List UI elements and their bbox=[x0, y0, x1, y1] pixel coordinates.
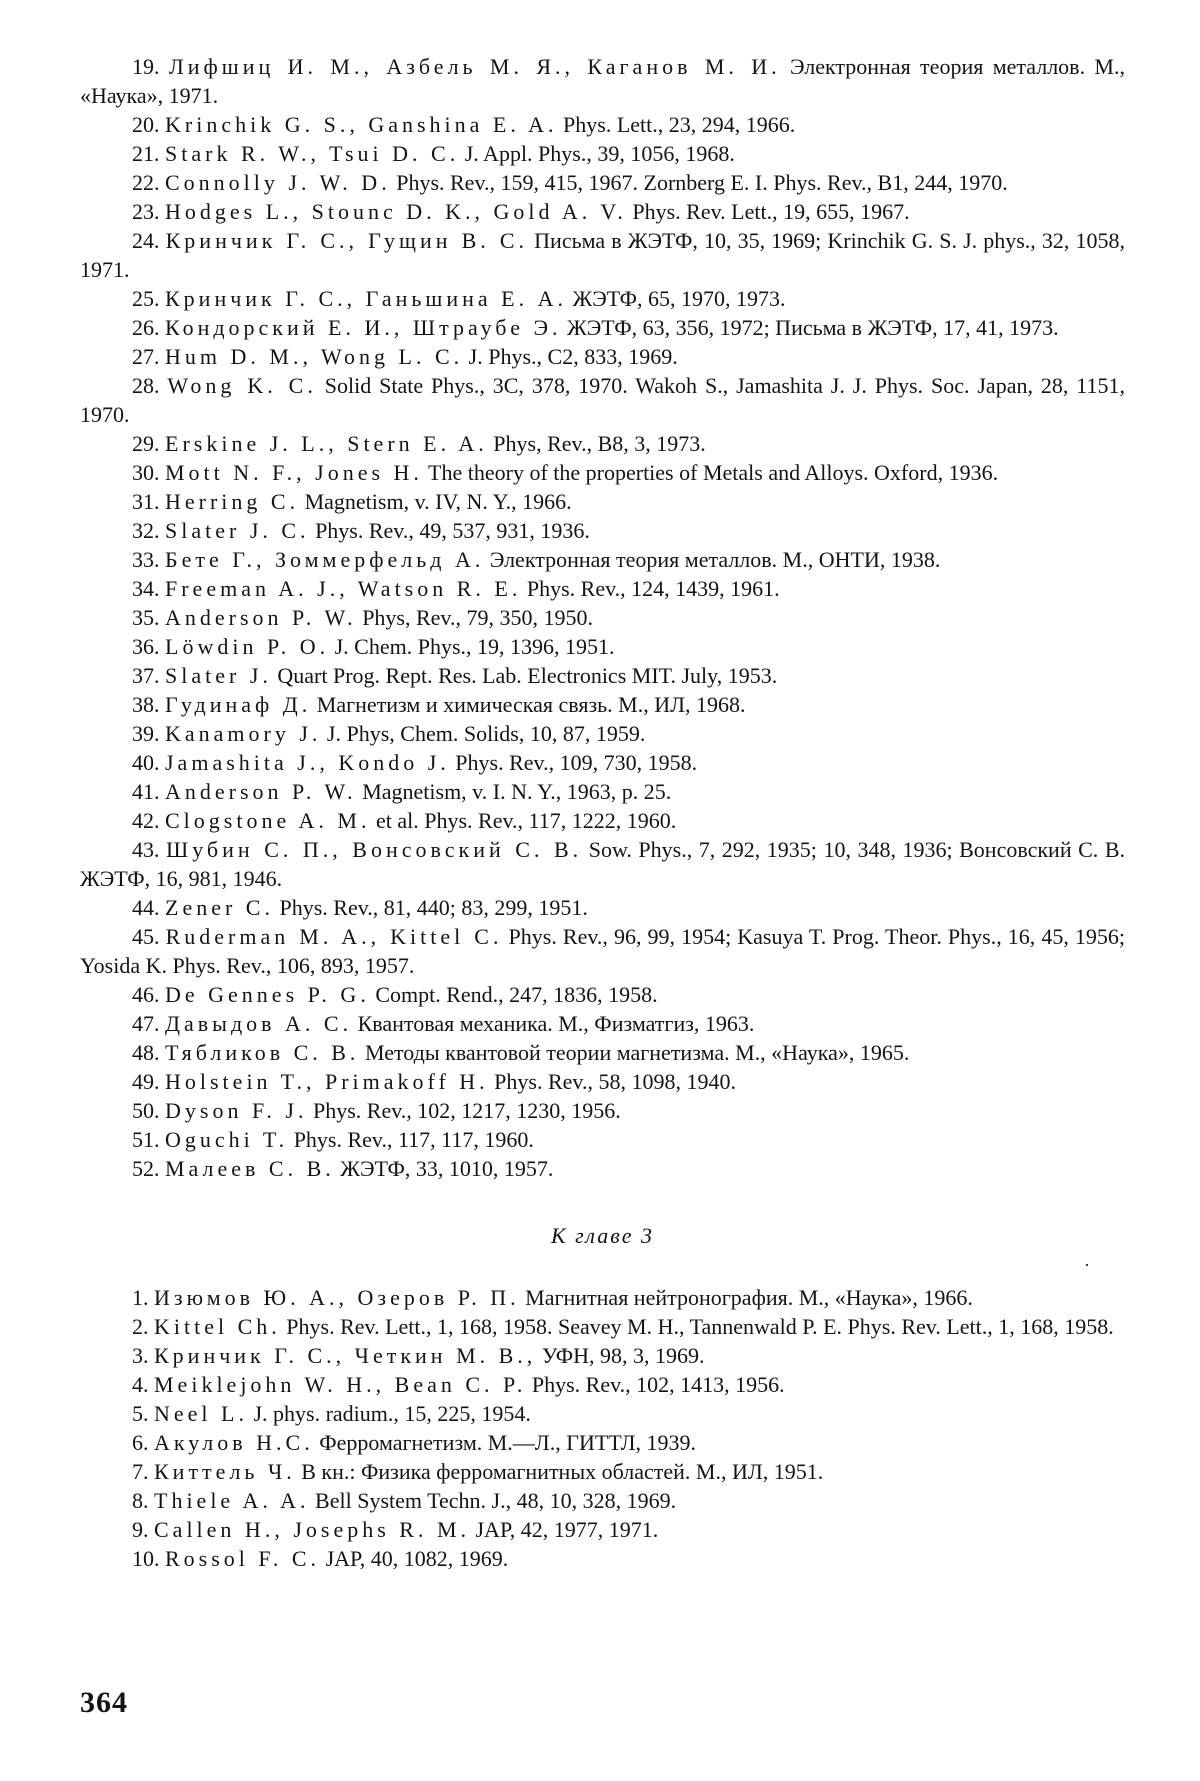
reference-authors: Кринчик Г. С., Четкин М. В., bbox=[154, 1343, 537, 1368]
reference-entry bbox=[80, 197, 1125, 226]
reference-number: 20. bbox=[132, 112, 165, 137]
reference-source: The theory of the properties of Metals and Alloys. Oxford, 1936. bbox=[422, 460, 999, 485]
reference-authors: Kanamory J. bbox=[165, 721, 322, 746]
reference-entry bbox=[80, 893, 1125, 922]
reference-entry bbox=[80, 1154, 1125, 1183]
reference-authors: Herring C. bbox=[165, 489, 300, 514]
reference-source: ЖЭТФ, 63, 356, 1972; Письма в ЖЭТФ, 17, 41, 1973. bbox=[561, 315, 1059, 340]
reference-authors: Тябликов С. В. bbox=[165, 1040, 360, 1065]
reference-entry bbox=[80, 226, 1125, 284]
reference-number: 37. bbox=[132, 663, 165, 688]
reference-source: Электронная теория металлов. М., «Наука», 1971. bbox=[80, 54, 1125, 108]
reference-page bbox=[80, 52, 1125, 1573]
reference-authors: Бете Г., Зоммерфельд А. bbox=[165, 547, 485, 572]
reference-number: 22. bbox=[132, 170, 165, 195]
reference-authors: Jamashita J., Kondo J. bbox=[165, 750, 450, 775]
reference-source: Phys, Rev., B8, 3, 1973. bbox=[487, 431, 706, 456]
reference-authors: Slater J. bbox=[165, 663, 272, 688]
reference-entry bbox=[80, 719, 1125, 748]
reference-entry bbox=[80, 661, 1125, 690]
reference-authors: Rossol F. C. bbox=[165, 1546, 321, 1571]
reference-source: В кн.: Физика ферромагнитных областей. М., ИЛ, 1951. bbox=[295, 1459, 824, 1484]
reference-source: Phys. Rev., 96, 99, 1954; Kasuya T. Prog. Theor. Phys., 16, 45, 1956; Yosida K. Phys. Rev., 106, 893, 1957. bbox=[80, 924, 1126, 978]
reference-number: 6. bbox=[132, 1430, 154, 1455]
reference-source: Магнетизм и химическая связь. М., ИЛ, 1968. bbox=[311, 692, 746, 717]
stray-dot: · bbox=[1084, 1255, 1090, 1275]
reference-number: 43. bbox=[132, 837, 167, 862]
reference-number: 23. bbox=[132, 199, 165, 224]
reference-entry bbox=[80, 1457, 1125, 1486]
reference-number: 8. bbox=[132, 1488, 154, 1513]
reference-source: J. Phys., C2, 833, 1969. bbox=[463, 344, 678, 369]
reference-entry bbox=[80, 371, 1125, 429]
reference-authors: Krinchik G. S., Ganshina E. A. bbox=[165, 112, 558, 137]
reference-source: Письма в ЖЭТФ, 10, 35, 1969; Krinchik G. S. J. phys., 32, 1058, 1971. bbox=[80, 228, 1126, 282]
reference-authors: Thiele A. A. bbox=[154, 1488, 310, 1513]
reference-source: Phys. Rev., 58, 1098, 1940. bbox=[488, 1069, 736, 1094]
reference-number: 4. bbox=[132, 1372, 154, 1397]
reference-source: JAP, 42, 1977, 1971. bbox=[470, 1517, 659, 1542]
reference-authors: Löwdin P. O. bbox=[165, 634, 330, 659]
reference-number: 29. bbox=[132, 431, 165, 456]
reference-authors: Кринчик Г. С., Ганьшина Е. А. bbox=[165, 286, 567, 311]
reference-number: 42. bbox=[132, 808, 165, 833]
reference-source: Квантовая механика. М., Физматгиз, 1963. bbox=[352, 1011, 755, 1036]
reference-source: JAP, 40, 1082, 1969. bbox=[320, 1546, 509, 1571]
reference-authors: Гудинаф Д. bbox=[165, 692, 312, 717]
reference-source: Phys. Rev., 102, 1217, 1230, 1956. bbox=[307, 1098, 621, 1123]
references-chapter-3 bbox=[80, 1283, 1125, 1573]
reference-source: et al. Phys. Rev., 117, 1222, 1960. bbox=[370, 808, 677, 833]
reference-entry bbox=[80, 603, 1125, 632]
reference-entry bbox=[80, 1125, 1125, 1154]
reference-number: 51. bbox=[132, 1127, 165, 1152]
reference-entry bbox=[80, 139, 1125, 168]
reference-authors: Clogstone A. M. bbox=[165, 808, 371, 833]
reference-entry bbox=[80, 1370, 1125, 1399]
reference-authors: Holstein T., Primakoff H. bbox=[165, 1069, 489, 1094]
reference-number: 25. bbox=[132, 286, 165, 311]
reference-source: Magnetism, v. IV, N. Y., 1966. bbox=[299, 489, 572, 514]
reference-entry bbox=[80, 1009, 1125, 1038]
reference-source: J. Appl. Phys., 39, 1056, 1968. bbox=[459, 141, 735, 166]
reference-authors: Anderson P. W. bbox=[165, 605, 357, 630]
reference-entry bbox=[80, 429, 1125, 458]
reference-authors: Малеев С. В. bbox=[165, 1156, 335, 1181]
reference-authors: Dyson F. J. bbox=[165, 1098, 308, 1123]
reference-authors: Изюмов Ю. А., Озеров Р. П. bbox=[154, 1285, 520, 1310]
reference-source: Phys. Rev. Lett., 1, 168, 1958. Seavey M. H., Tannenwald P. E. Phys. Rev. Lett., 1, 168, 1958. bbox=[280, 1314, 1114, 1339]
reference-entry bbox=[80, 284, 1125, 313]
reference-number: 24. bbox=[132, 228, 166, 253]
reference-source: Magnetism, v. I. N. Y., 1963, p. 25. bbox=[356, 779, 672, 804]
reference-number: 31. bbox=[132, 489, 165, 514]
reference-source: ЖЭТФ, 33, 1010, 1957. bbox=[334, 1156, 554, 1181]
references-chapter-2 bbox=[80, 52, 1125, 1183]
reference-number: 50. bbox=[132, 1098, 165, 1123]
reference-source: УФН, 98, 3, 1969. bbox=[536, 1343, 705, 1368]
reference-number: 45. bbox=[132, 924, 166, 949]
reference-authors: Connolly J. W. D. bbox=[165, 170, 391, 195]
reference-entry bbox=[80, 777, 1125, 806]
reference-source: J. Chem. Phys., 19, 1396, 1951. bbox=[329, 634, 615, 659]
reference-source: Compt. Rend., 247, 1836, 1958. bbox=[369, 982, 658, 1007]
reference-entry bbox=[80, 1399, 1125, 1428]
reference-authors: Erskine J. L., Stern E. A. bbox=[165, 431, 488, 456]
reference-source: Phys. Rev., 117, 117, 1960. bbox=[288, 1127, 534, 1152]
reference-authors: Meiklejohn W. H., Bean C. P. bbox=[154, 1372, 527, 1397]
reference-entry bbox=[80, 1515, 1125, 1544]
reference-authors: Callen H., Josephs R. M. bbox=[154, 1517, 470, 1542]
reference-number: 36. bbox=[132, 634, 165, 659]
reference-source: ЖЭТФ, 65, 1970, 1973. bbox=[566, 286, 786, 311]
reference-source: Phys. Rev., 81, 440; 83, 299, 1951. bbox=[273, 895, 588, 920]
reference-number: 44. bbox=[132, 895, 165, 920]
reference-authors: Anderson P. W. bbox=[165, 779, 357, 804]
reference-authors: Hum D. M., Wong L. C. bbox=[165, 344, 464, 369]
reference-entry bbox=[80, 806, 1125, 835]
reference-entry bbox=[80, 1312, 1125, 1341]
reference-number: 33. bbox=[132, 547, 165, 572]
reference-authors: Mott N. F., Jones H. bbox=[165, 460, 423, 485]
reference-number: 7. bbox=[132, 1459, 154, 1484]
reference-entry bbox=[80, 1283, 1125, 1312]
reference-entry bbox=[80, 313, 1125, 342]
reference-authors: Hodges L., Stounc D. K., Gold A. V. bbox=[165, 199, 627, 224]
reference-entry bbox=[80, 110, 1125, 139]
reference-source: Phys, Rev., 79, 350, 1950. bbox=[356, 605, 593, 630]
reference-entry bbox=[80, 1341, 1125, 1370]
reference-source: Phys. Rev., 124, 1439, 1961. bbox=[521, 576, 780, 601]
reference-authors: De Gennes P. G. bbox=[165, 982, 370, 1007]
chapter-heading: К главе 3 bbox=[550, 1223, 655, 1248]
reference-authors: Кондорский Е. И., Штраубе Э. bbox=[165, 315, 562, 340]
reference-entry bbox=[80, 574, 1125, 603]
reference-number: 5. bbox=[132, 1401, 154, 1426]
reference-number: 49. bbox=[132, 1069, 165, 1094]
reference-number: 26. bbox=[132, 315, 165, 340]
reference-source: Phys. Rev. Lett., 19, 655, 1967. bbox=[626, 199, 910, 224]
reference-authors: Freeman A. J., Watson R. E. bbox=[165, 576, 522, 601]
reference-number: 52. bbox=[132, 1156, 165, 1181]
reference-number: 2. bbox=[132, 1314, 154, 1339]
reference-source: Quart Prog. Rept. Res. Lab. Electronics MIT. July, 1953. bbox=[271, 663, 778, 688]
reference-source: Phys. Rev., 159, 415, 1967. Zornberg E. I. Phys. Rev., B1, 244, 1970. bbox=[390, 170, 1008, 195]
reference-authors: Кринчик Г. С., Гущин В. С. bbox=[165, 228, 529, 253]
reference-authors: Шубин С. П., Вонсовский С. В. bbox=[166, 837, 583, 862]
reference-entry bbox=[80, 52, 1125, 110]
reference-entry bbox=[80, 1038, 1125, 1067]
reference-source: Электронная теория металлов. М., ОНТИ, 1938. bbox=[484, 547, 941, 572]
reference-source: Магнитная нейтронография. М., «Наука», 1966. bbox=[519, 1285, 973, 1310]
reference-number: 39. bbox=[132, 721, 165, 746]
reference-source: Методы квантовой теории магнетизма. М., «Наука», 1965. bbox=[359, 1040, 910, 1065]
reference-entry bbox=[80, 1486, 1125, 1515]
reference-entry bbox=[80, 458, 1125, 487]
reference-authors: Neel L. bbox=[154, 1401, 248, 1426]
reference-entry bbox=[80, 835, 1125, 893]
reference-authors: Киттель Ч. bbox=[154, 1459, 296, 1484]
reference-number: 41. bbox=[132, 779, 165, 804]
reference-entry bbox=[80, 1544, 1125, 1573]
reference-authors: Kittel Ch. bbox=[154, 1314, 281, 1339]
reference-authors: Ruderman M. A., Kittel C. bbox=[165, 924, 503, 949]
reference-entry bbox=[80, 690, 1125, 719]
reference-authors: Лифшиц И. М., Азбель М. Я., Каганов М. И. bbox=[168, 54, 781, 79]
reference-source: Bell System Techn. J., 48, 10, 328, 1969. bbox=[309, 1488, 677, 1513]
reference-number: 28. bbox=[132, 373, 168, 398]
reference-number: 9. bbox=[132, 1517, 154, 1542]
reference-source: J. phys. radium., 15, 225, 1954. bbox=[247, 1401, 531, 1426]
reference-number: 3. bbox=[132, 1343, 154, 1368]
page-number: 364 bbox=[80, 1686, 128, 1719]
reference-number: 34. bbox=[132, 576, 165, 601]
reference-number: 32. bbox=[132, 518, 165, 543]
reference-number: 21. bbox=[132, 141, 165, 166]
reference-number: 10. bbox=[132, 1546, 165, 1571]
reference-number: 30. bbox=[132, 460, 165, 485]
reference-entry bbox=[80, 545, 1125, 574]
reference-number: 40. bbox=[132, 750, 165, 775]
reference-number: 38. bbox=[132, 692, 165, 717]
reference-authors: Акулов Н.С. bbox=[154, 1430, 314, 1455]
reference-number: 47. bbox=[132, 1011, 165, 1036]
reference-source: Solid State Phys., 3C, 378, 1970. Wakoh S., Jamashita J. J. Phys. Soc. Japan, 28, 1151, 1970. bbox=[80, 373, 1125, 427]
reference-source: Sow. Phys., 7, 292, 1935; 10, 348, 1936; Вонсовский С. В. ЖЭТФ, 16, 981, 1946. bbox=[80, 837, 1125, 891]
reference-entry bbox=[80, 487, 1125, 516]
reference-authors: Давыдов А. С. bbox=[165, 1011, 353, 1036]
reference-number: 1. bbox=[132, 1285, 154, 1310]
reference-source: Phys. Rev., 102, 1413, 1956. bbox=[526, 1372, 785, 1397]
reference-source: J. Phys, Chem. Solids, 10, 87, 1959. bbox=[321, 721, 646, 746]
reference-entry bbox=[80, 1428, 1125, 1457]
reference-entry bbox=[80, 748, 1125, 777]
reference-entry bbox=[80, 1096, 1125, 1125]
reference-entry bbox=[80, 632, 1125, 661]
reference-source: Phys. Lett., 23, 294, 1966. bbox=[557, 112, 796, 137]
reference-source: Phys. Rev., 109, 730, 1958. bbox=[449, 750, 698, 775]
reference-number: 19. bbox=[132, 54, 169, 79]
reference-authors: Zener C. bbox=[165, 895, 274, 920]
reference-number: 48. bbox=[132, 1040, 165, 1065]
reference-entry bbox=[80, 922, 1125, 980]
reference-authors: Wong K. C. bbox=[167, 373, 317, 398]
reference-authors: Slater J. C. bbox=[165, 518, 310, 543]
reference-source: Ферромагнетизм. М.—Л., ГИТТЛ, 1939. bbox=[313, 1430, 697, 1455]
reference-number: 35. bbox=[132, 605, 165, 630]
reference-entry bbox=[80, 980, 1125, 1009]
reference-number: 27. bbox=[132, 344, 165, 369]
reference-entry bbox=[80, 516, 1125, 545]
reference-entry bbox=[80, 342, 1125, 371]
reference-number: 46. bbox=[132, 982, 165, 1007]
reference-source: Phys. Rev., 49, 537, 931, 1936. bbox=[309, 518, 590, 543]
reference-entry bbox=[80, 1067, 1125, 1096]
reference-entry bbox=[80, 168, 1125, 197]
reference-authors: Stark R. W., Tsui D. C. bbox=[165, 141, 460, 166]
reference-authors: Oguchi T. bbox=[165, 1127, 289, 1152]
